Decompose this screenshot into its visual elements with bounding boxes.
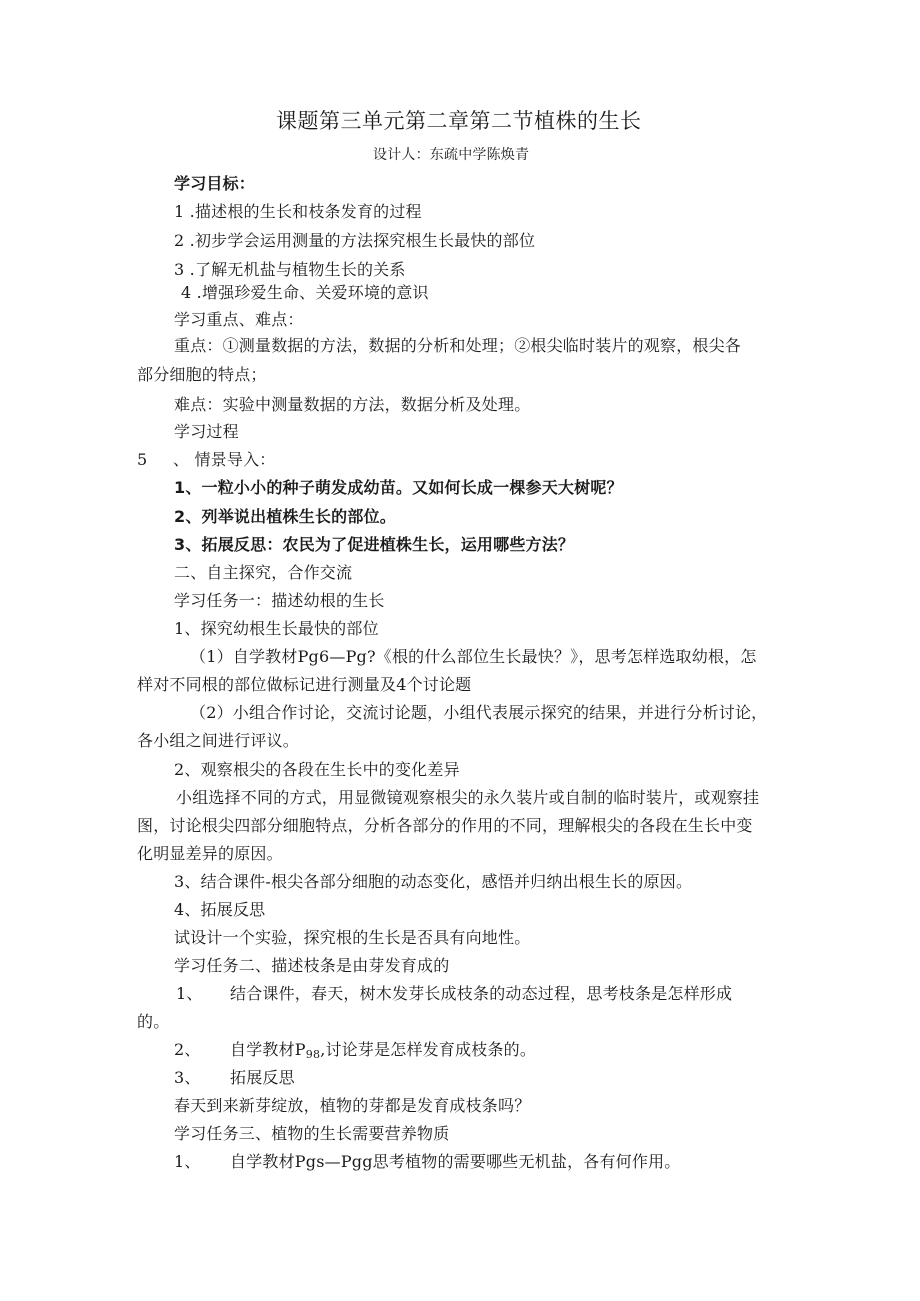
task-one-sub-1-line-1: （1）自学教材Pg6—Pg?《根的什么部位生长最快？》，思考怎样选取幼根，怎 xyxy=(190,647,757,666)
page-subscript: 98 xyxy=(305,1048,321,1061)
task-one-item-1: 1、探究幼根生长最快的部位 xyxy=(174,619,379,638)
intro-label: 、 情景导入： xyxy=(173,450,276,469)
goal-item-4: 4 .增强珍爱生命、关爱环境的意识 xyxy=(181,283,429,302)
goals-heading: 学习目标： xyxy=(174,174,256,193)
task-one-item-2-line-1: 小组选择不同的方式，用显微镜观察根尖的永久装片或自制的临时装片，或观察挂 xyxy=(176,788,760,807)
task-two-heading: 学习任务二、描述枝条是由芽发育成的 xyxy=(174,956,450,975)
intro-question-1: 1、一粒小小的种子萌发成幼苗。又如何长成一棵参天大树呢？ xyxy=(174,478,623,497)
task-one-item-4-text: 试设计一个实验，探究根的生长是否具有向地性。 xyxy=(174,928,531,947)
key-point-line-1: 重点：①测量数据的方法，数据的分析和处理；②根尖临时装片的观察，根尖各 xyxy=(174,336,742,355)
difficulty-line: 难点：实验中测量数据的方法，数据分析及处理。 xyxy=(174,395,531,414)
goal-item-1: 1 .描述根的生长和枝条发育的过程 xyxy=(174,202,422,221)
task-two-item-1-continued: 的。 xyxy=(137,1012,170,1031)
designer-line: 设计人：东疏中学陈焕青 xyxy=(373,147,530,163)
goal-item-2: 2 .初步学会运用测量的方法探究根生长最快的部位 xyxy=(174,231,536,250)
task-two-item-2-number: 2、 xyxy=(174,1040,201,1059)
task-two-item-2-text-a: 自学教材P xyxy=(230,1040,306,1059)
task-one-sub-2-line-1: （2）小组合作讨论，交流讨论题，小组代表展示探究的结果，并进行分析讨论， xyxy=(190,703,768,722)
task-one-item-3: 3、结合课件-根尖各部分细胞的动态变化，感悟并归纳出根生长的原因。 xyxy=(174,872,693,891)
task-two-item-1-text: 结合课件，春天，树木发芽长成枝条的动态过程，思考枝条是怎样形成 xyxy=(230,984,733,1003)
section-two-heading: 二、自主探究，合作交流 xyxy=(174,563,353,582)
task-one-item-2-line-2: 图，讨论根尖四部分细胞特点，分析各部分的作用的不同，理解根尖的各段在生长中变 xyxy=(137,816,753,835)
task-two-item-2-text-b: ,讨论芽是怎样发育成枝条的。 xyxy=(320,1040,537,1059)
task-three-item-1-text: 自学教材Pgs—Pgg思考植物的需要哪些无机盐，各有何作用。 xyxy=(230,1152,681,1171)
task-one-item-2: 2、观察根尖的各段在生长中的变化差异 xyxy=(174,760,460,779)
task-three-item-1-number: 1、 xyxy=(174,1152,201,1171)
task-two-item-3-text: 拓展反思 xyxy=(230,1068,295,1087)
task-one-sub-2-line-2: 各小组之间进行评议。 xyxy=(137,731,300,750)
task-one-heading: 学习任务一：描述幼根的生长 xyxy=(174,591,385,610)
task-two-item-1-number: 1、 xyxy=(176,984,203,1003)
intro-number: 5 xyxy=(137,450,148,469)
key-heading: 学习重点、难点： xyxy=(174,310,304,329)
task-one-item-4: 4、拓展反思 xyxy=(174,900,266,919)
key-point-line-2: 部分细胞的特点； xyxy=(137,365,267,384)
intro-question-3: 3、拓展反思：农民为了促进植株生长，运用哪些方法？ xyxy=(174,535,575,554)
task-one-sub-1-line-2: 样对不同根的部位做标记进行测量及4个讨论题 xyxy=(137,675,472,694)
task-one-item-2-line-3: 化明显差异的原因。 xyxy=(137,844,283,863)
task-two-reflection: 春天到来新芽绽放，植物的芽都是发育成枝条吗？ xyxy=(174,1096,531,1115)
intro-question-2: 2、列举说出植株生长的部位。 xyxy=(174,507,396,526)
task-three-heading: 学习任务三、植物的生长需要营养物质 xyxy=(174,1124,450,1143)
task-two-item-3-number: 3、 xyxy=(174,1068,201,1087)
task-two-item-2-text xyxy=(230,1040,536,1065)
page-title: 课题第三单元第二章第二节植株的生长 xyxy=(276,109,642,133)
process-heading: 学习过程 xyxy=(174,422,239,441)
goal-item-3: 3 .了解无机盐与植物生长的关系 xyxy=(174,260,406,279)
